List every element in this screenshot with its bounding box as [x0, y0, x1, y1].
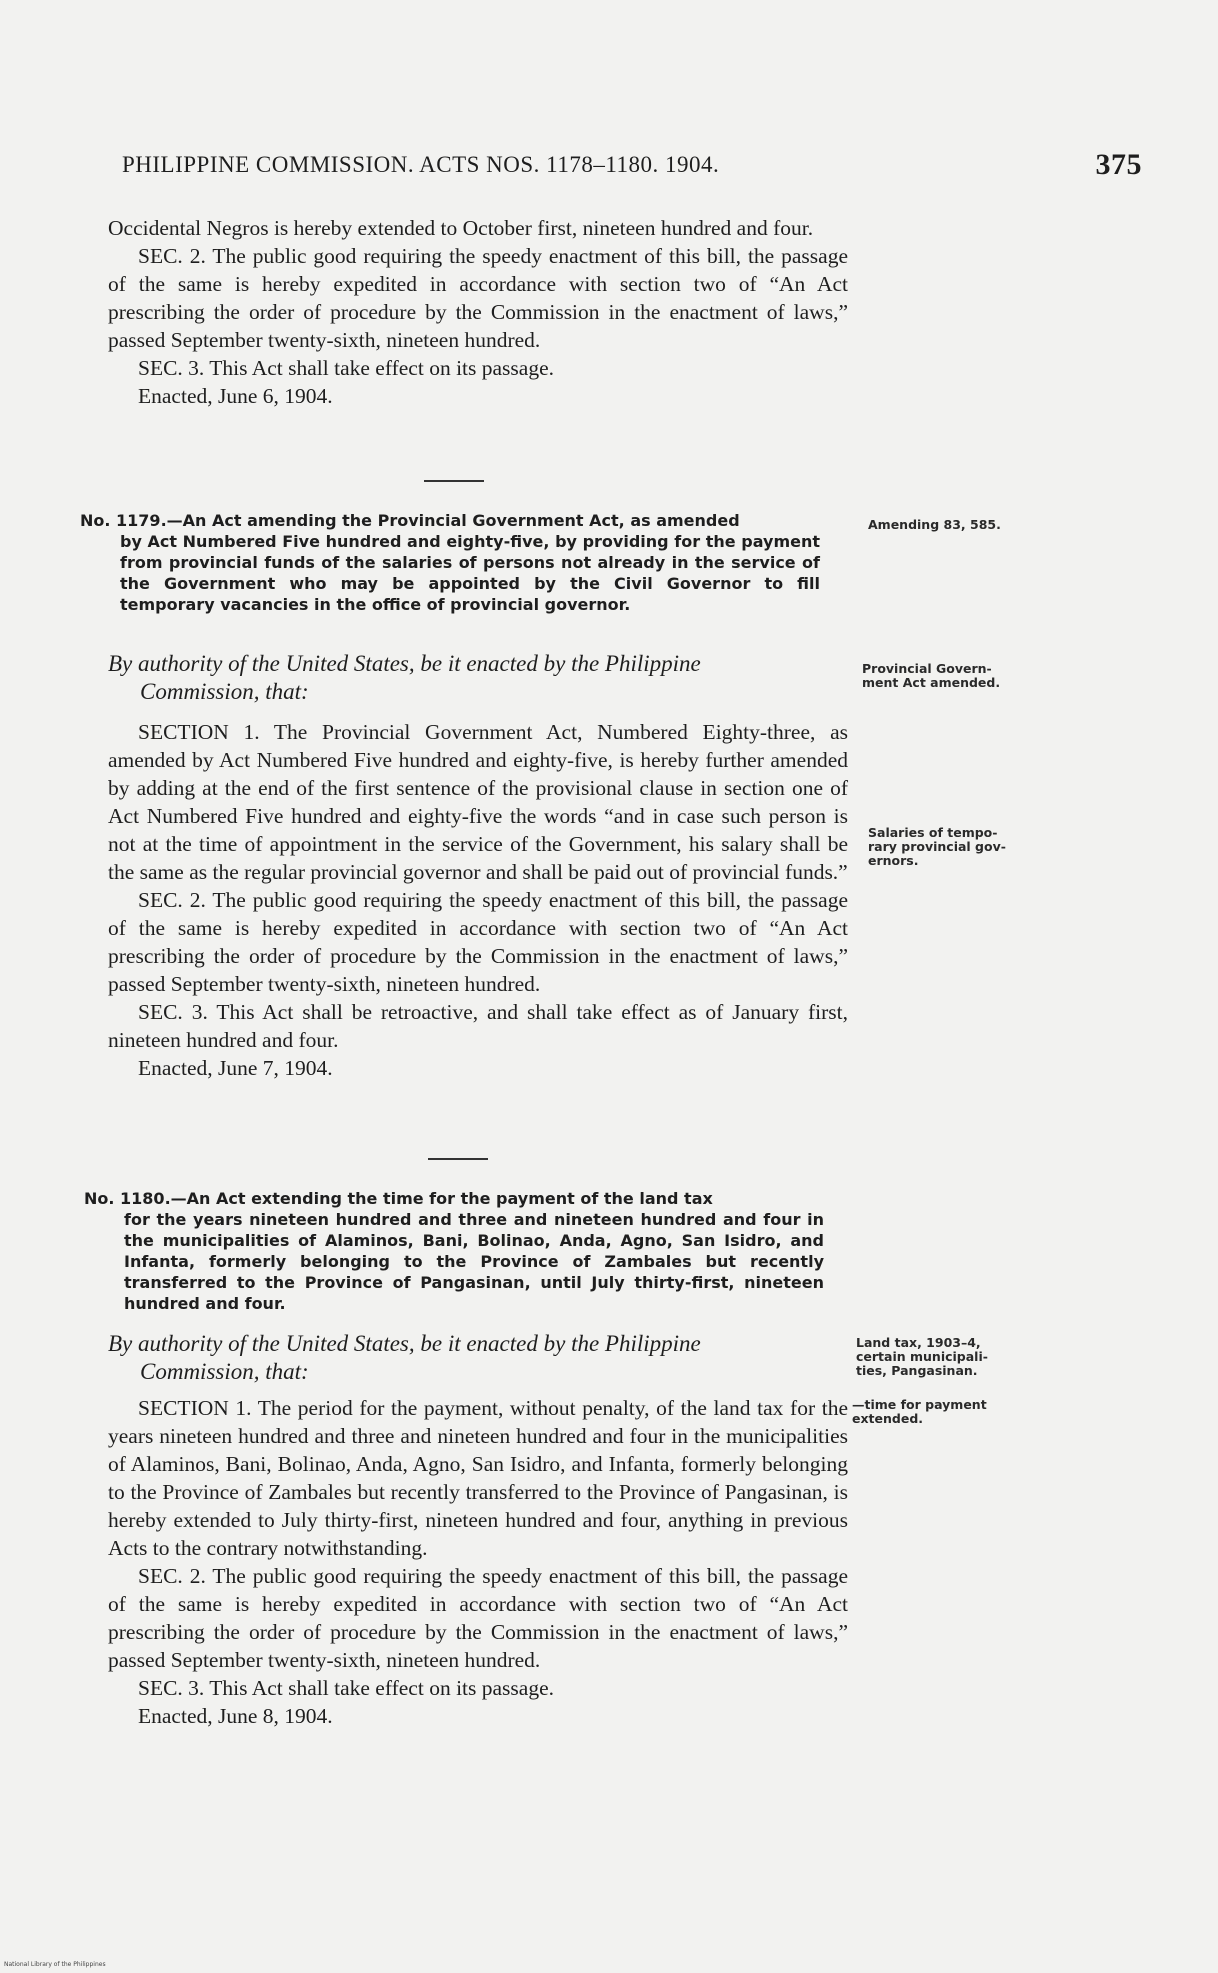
enacting-clause [108, 650, 848, 706]
section-divider [428, 1158, 488, 1160]
section-2 [108, 1562, 848, 1674]
title-line: No. 1179.—An Act amending the Provincial Government Act, as amended [80, 511, 740, 530]
title-continuation: for the years nineteen hundred and three and nineteen hundred and four in the municipalities of Alaminos, Bani, Bolinao, Anda, Agno, San Isidro, and Infanta, formerly belonging to the Province of Zambales but recently transferred to the Province of Pangasinan, until July thirty-first, nineteen hundred and four. [124, 1210, 824, 1313]
margin-note-text: Salaries of tempo- [868, 825, 998, 840]
scan-footer: National Library of the Philippines [4, 1961, 106, 1968]
section-text: This Act shall be retroactive, and shall take effect as of January first, nineteen hundred and four. [108, 1000, 848, 1052]
enacting-line: By authority of the United States, be it enacted by the Philippine [108, 651, 701, 676]
enacting-line: Commission, that: [140, 1359, 309, 1384]
section-label: SEC. 3. [138, 1676, 205, 1700]
margin-note-text: rary provincial gov- [868, 839, 1006, 854]
section-1 [108, 1394, 848, 1562]
section-label: SEC. 2. [138, 244, 206, 268]
section-label: SEC. 3. [138, 1000, 208, 1024]
section-2 [108, 242, 848, 354]
section-text: The Provincial Government Act, Numbered Eighty-three, as amended by Act Numbered Five hundred and eighty-five, is hereby further amended by adding at the end of the first sentence of the provisional clause in section one of Act Numbered Five hundred and eighty-five the words “and in case such person is not at the time of appointment in the service of the Government, his salary shall be the same as the regular provincial governor and shall be paid out of provincial funds.” [108, 720, 848, 884]
margin-note [868, 826, 1068, 868]
section-label: SEC. 3. [138, 356, 205, 380]
margin-note-text: Land tax, 1903–4, [856, 1335, 981, 1350]
margin-note-text: certain municipali- [856, 1349, 988, 1364]
enacting-line: Commission, that: [140, 679, 309, 704]
page-number: 375 [1095, 148, 1142, 181]
section-3 [108, 998, 848, 1054]
act-1179-body [108, 718, 848, 1082]
enacted-date: Enacted, June 6, 1904. [138, 384, 333, 408]
margin-note [856, 1336, 1056, 1378]
paragraph: Occidental Negros is hereby extended to October first, nineteen hundred and four. [108, 216, 814, 240]
section-2 [108, 886, 848, 998]
section-1 [108, 718, 848, 886]
section-label: SEC. 2. [138, 888, 206, 912]
title-line: No. 1180.—An Act extending the time for the payment of the land tax [84, 1189, 713, 1208]
margin-note-text: ernors. [868, 853, 919, 868]
section-3 [108, 354, 848, 382]
enacting-line: By authority of the United States, be it enacted by the Philippine [108, 1331, 701, 1356]
margin-note-text: extended. [852, 1411, 924, 1426]
margin-note [862, 662, 1062, 690]
section-label: SECTION 1. [138, 1396, 252, 1420]
margin-note-text: Amending 83, 585. [868, 517, 1001, 532]
section-text: This Act shall take effect on its passage. [204, 356, 555, 380]
enacted-date: Enacted, June 7, 1904. [138, 1056, 333, 1080]
enacted-date: Enacted, June 8, 1904. [138, 1704, 333, 1728]
margin-note-text: ment Act amended. [862, 675, 1001, 690]
act-1180-body [108, 1394, 848, 1730]
act-1180-title [84, 1188, 824, 1314]
section-text: The public good requiring the speedy enactment of this bill, the passage of the same is hereby expedited in accordance with section two of “An Act prescribing the order of procedure by the Commission in the enactment of laws,” passed September twenty-sixth, nineteen hundred. [108, 1564, 848, 1672]
section-text: The public good requiring the speedy enactment of this bill, the passage of the same is hereby expedited in accordance with section two of “An Act prescribing the order of procedure by the Commission in the enactment of laws,” passed September twenty-sixth, nineteen hundred. [108, 244, 848, 352]
margin-note-text: —time for payment [852, 1397, 987, 1412]
section-text: The public good requiring the speedy enactment of this bill, the passage of the same is hereby expedited in accordance with section two of “An Act prescribing the order of procedure by the Commission in the enactment of laws,” passed September twenty-sixth, nineteen hundred. [108, 888, 848, 996]
running-title: PHILIPPINE COMMISSION. ACTS NOS. 1178–1180. 1904. [122, 152, 720, 177]
section-divider [424, 480, 484, 482]
act-1179-title [80, 510, 820, 615]
act-1178-continuation [108, 214, 848, 410]
title-continuation: by Act Numbered Five hundred and eighty-five, by providing for the payment from provincial funds of the salaries of persons not already in the service of the Government who may be appointed by the Civil Governor to fill temporary vacancies in the office of provincial governor. [120, 532, 820, 614]
section-text: The period for the payment, without penalty, of the land tax for the years nineteen hundred and three and nineteen hundred and four in the municipalities of Alaminos, Bani, Bolinao, Anda, Agno, San Isidro, and Infanta, formerly belonging to the Province of Zambales but recently transferred to the Province of Pangasinan, is hereby extended to July thirty-first, nineteen hundred and four, anything in previous Acts to the contrary notwithstanding. [108, 1396, 848, 1560]
running-header [122, 148, 1142, 181]
margin-note-text: Provincial Govern- [862, 661, 992, 676]
margin-note-text: ties, Pangasinan. [856, 1363, 978, 1378]
enacting-clause [108, 1330, 848, 1386]
section-text: This Act shall take effect on its passage. [204, 1676, 555, 1700]
margin-note [868, 518, 1068, 532]
margin-note [852, 1398, 1052, 1426]
section-label: SECTION 1. [138, 720, 260, 744]
section-label: SEC. 2. [138, 1564, 206, 1588]
section-3 [108, 1674, 848, 1702]
